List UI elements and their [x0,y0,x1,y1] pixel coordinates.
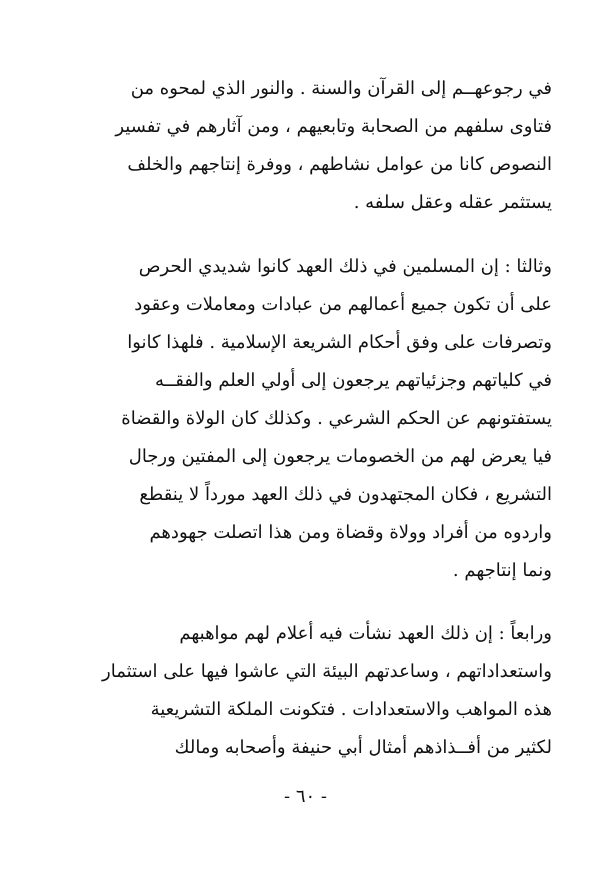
text-line: ورابعاً : إن ذلك العهد نشأت فيه أعلام لهم مواهبهم [179,623,552,644]
page-number: - ٦٠ - [284,786,327,807]
text-line: في رجوعهــم إلى القرآن والسنة . والنور الذي لمحوه من [130,78,552,99]
text-line: وثالثا : إن المسلمين في ذلك العهد كانوا شديدي الحرص [138,256,552,277]
paragraph-2 [60,248,552,590]
text-line: لكثير من أفــذاذهم أمثال أبي حنيفة وأصحابه ومالك [174,737,552,758]
text-line: واردوه من أفراد وولاة وقضاة ومن هذا اتصلت جهودهم [149,522,552,543]
text-line: هذه المواهب والاستعدادات . فتكونت الملكة التشريعية [150,699,552,720]
text-line: التشريع ، فكان المجتهدون في ذلك العهد مورداً لا ينقطع [139,484,552,505]
text-line: يستفتونهم عن الحكم الشرعي . وكذلك كان الولاة والقضاة [121,408,552,429]
paragraph-1 [60,70,552,222]
text-line: وتصرفات على وفق أحكام الشريعة الإسلامية . فلهذا كانوا [127,332,552,353]
text-line: على أن تكون جميع أعمالهم من عبادات ومعاملات وعقود [134,294,552,315]
text-line: فتاوى سلفهم من الصحابة وتابعيهم ، ومن آثارهم في تفسير [115,116,552,137]
text-line: في كلياتهم وجزئياتهم يرجعون إلى أولي العلم والفقــه [155,370,552,391]
paragraph-3 [60,615,552,767]
text-line: فيا يعرض لهم من الخصومات يرجعون إلى المفتين ورجال [128,446,552,467]
text-line: يستثمر عقله وعقل سلفه . [353,192,552,213]
text-line: واستعداداتهم ، وساعدتهم البيئة التي عاشوا فيها على استثمار [102,661,552,682]
text-line: ونما إنتاجهم . [452,560,552,581]
text-line: النصوص كانا من عوامل نشاطهم ، ووفرة إنتاجهم والخلف [127,154,552,175]
